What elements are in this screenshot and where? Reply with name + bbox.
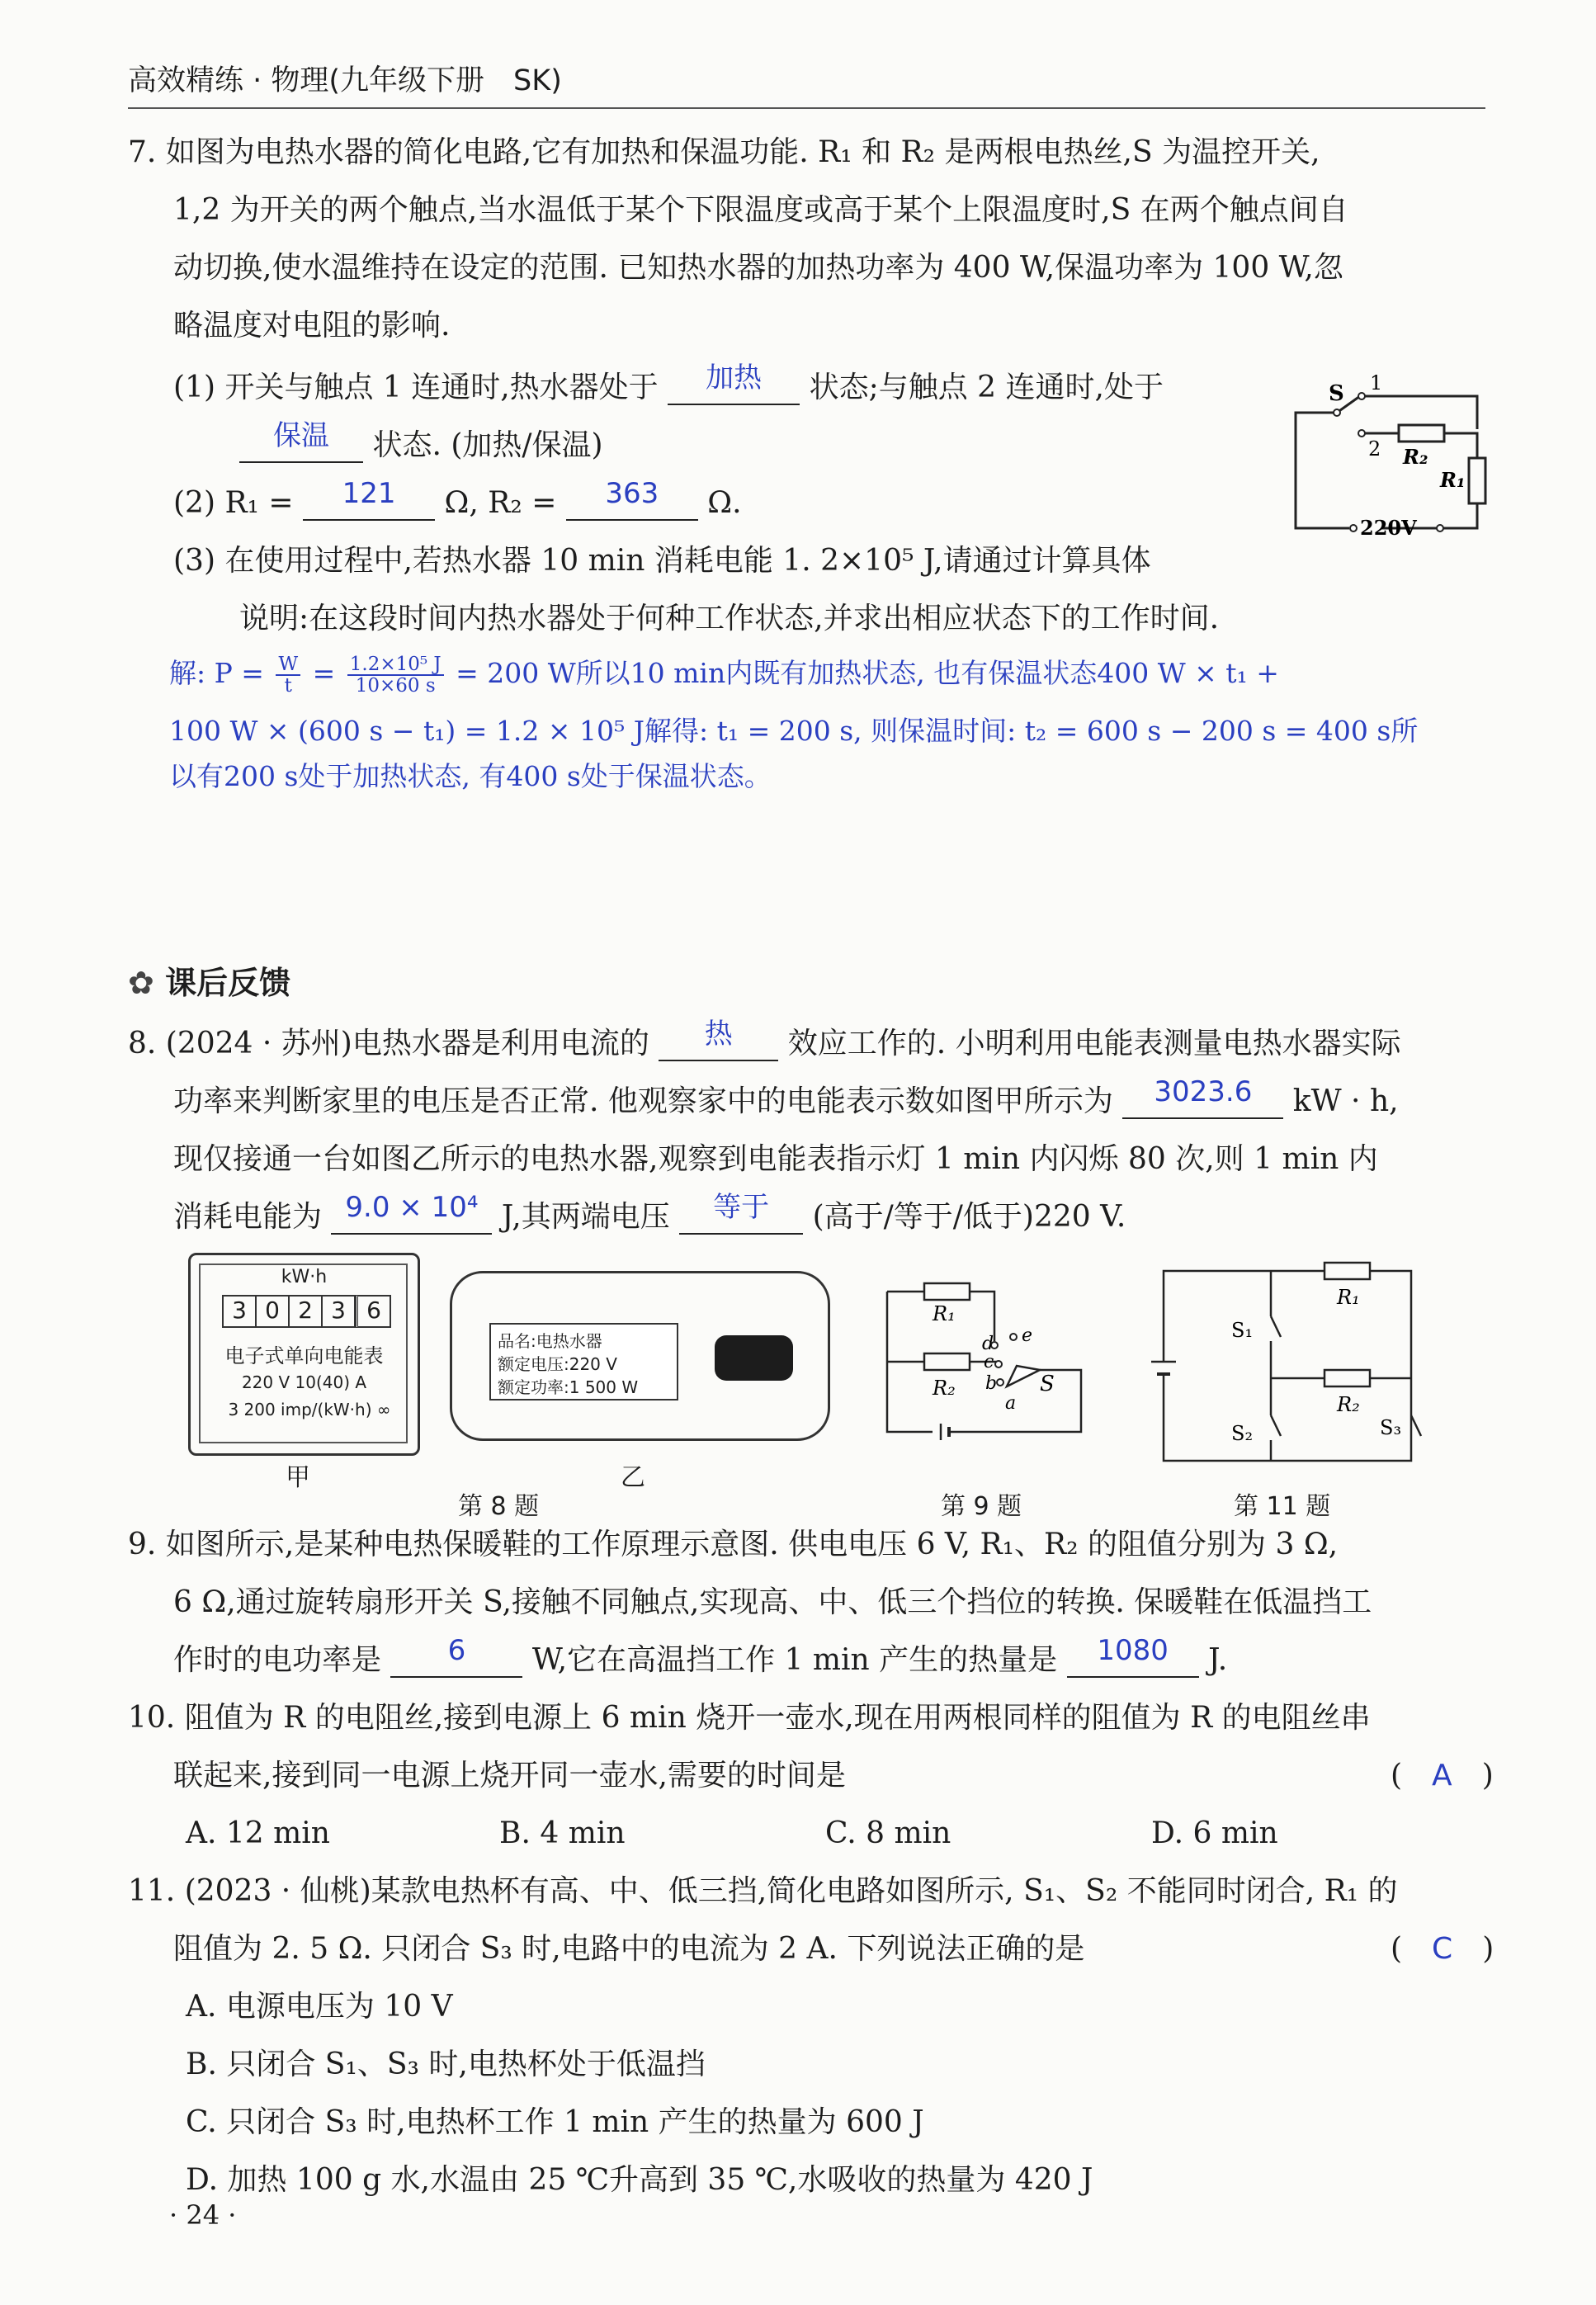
section-heading [128, 957, 290, 1003]
q7-wire-mid [1444, 433, 1477, 458]
q7-contact-2 [1358, 430, 1365, 437]
q8-line-3: 现仅接通一台如图乙所示的电热水器,观察到电能表指示灯 1 min 内闪烁 80 次,则 1 min 内 [173, 1142, 1378, 1176]
q7-switch-pivot [1334, 409, 1340, 416]
q7-part3-line-1: (3) 在使用过程中,若热水器 10 min 消耗电能 1. 2×10⁵ J,请通过计算具体 [173, 544, 1151, 578]
q8-heater-line-1: 品名:电热水器 [498, 1331, 602, 1351]
q7-part1-text-c: 状态. (加热/保温) [372, 428, 603, 462]
q7-answer-2-text: 保温 [273, 419, 329, 452]
q7-solution-line-2: 100 W × (600 s − t₁) = 1.2 × 10⁵ J解得: t₁ = 200 s, 则保温时间: t₂ = 600 s − 200 s = 400 s所 [169, 715, 1419, 747]
q7-wire-left [1296, 413, 1337, 503]
q7-solution-text-a: 解: P = [169, 657, 264, 689]
q11-line-1: 11. (2023 · 仙桃)某款电热杯有高、中、低三挡,简化电路如图所示, S₁、S₂ 不能同时闭合, R₁ 的 [128, 1874, 1398, 1908]
q11-switch-s2 [1271, 1415, 1281, 1436]
q11-answer: C [1432, 1932, 1453, 1966]
q11-option-a: A. 电源电压为 10 V [186, 1990, 453, 2024]
q7-frac2-den: 10×60 s [355, 675, 436, 697]
q7-label-voltage: 220V [1360, 516, 1417, 540]
q11-switch-s1 [1271, 1316, 1281, 1337]
q7-label-1: 1 [1370, 371, 1383, 394]
section-title: 课后反馈 [165, 965, 291, 1001]
q7-solution-text-b: = 200 W所以10 min内既有加热状态, 也有保温状态400 W × t₁ + [456, 657, 1279, 689]
q8-answer-4-text: 等于 [713, 1191, 770, 1224]
q11-resistor-r1 [1324, 1263, 1370, 1279]
q7-fraction-w-t [276, 654, 300, 696]
q9-circuit-diagram [875, 1275, 1106, 1448]
tree-icon: ✿ [128, 965, 154, 1001]
q8-caption-jia: 甲 [286, 1463, 310, 1492]
q7-label-r1: R₁ [1440, 468, 1466, 492]
q8-meter-name: 电子式单向电能表 [224, 1344, 384, 1367]
q10-option-b: B. 4 min [499, 1816, 626, 1850]
q9-answer-2-text: 1080 [1097, 1634, 1169, 1667]
q10-line-1: 10. 阻值为 R 的电阻丝,接到电源上 6 min 烧开一壶水,现在用两根同样的阻值为 R 的电阻丝串 [128, 1701, 1371, 1735]
q7-part1-line-2 [239, 419, 603, 465]
q11-label-s3: S₃ [1380, 1416, 1402, 1439]
q8-text-4b: J,其两端电压 [501, 1200, 670, 1234]
q10-option-a: A. 12 min [186, 1816, 330, 1850]
q9-label-b: b [985, 1373, 998, 1394]
q9-resistor-r2 [924, 1353, 970, 1370]
q7-label-r2: R₂ [1403, 445, 1428, 469]
q7-line-3: 动切换,使水温维持在设定的范围. 已知热水器的加热功率为 400 W,保温功率为 100 W,忽 [173, 251, 1343, 285]
q9-label-d: d [982, 1334, 994, 1354]
q8-answer-3 [331, 1191, 492, 1235]
q11-wire-outer [1164, 1271, 1411, 1461]
q9-contact-b [997, 1379, 1003, 1386]
q8-caption-yi: 乙 [621, 1463, 645, 1492]
q7-resistor-r2 [1399, 425, 1444, 442]
q8-answer-1-text: 热 [704, 1018, 733, 1051]
q9-text-3b: W,它在高温挡工作 1 min 产生的热量是 [531, 1643, 1058, 1677]
q7-answer-3-text: 121 [342, 477, 396, 510]
q7-terminal-left [1350, 525, 1357, 531]
q7-resistor-r1 [1469, 458, 1485, 503]
q8-answer-3-text: 9.0 × 10⁴ [345, 1191, 479, 1224]
q10-option-c: C. 8 min [825, 1816, 951, 1850]
q10-answer: A [1432, 1759, 1452, 1793]
q7-label-s: S [1329, 381, 1344, 406]
q11-option-c: C. 只闭合 S₃ 时,电热杯工作 1 min 产生的热量为 600 J [186, 2105, 924, 2139]
q9-resistor-r1 [924, 1283, 970, 1300]
page-number: · 24 · [169, 2199, 237, 2231]
q8-line-1 [128, 1018, 1401, 1063]
q8-meter-spec-2-text: 3 200 imp/(kW·h) [228, 1400, 372, 1419]
q8-heater-line-2: 额定电压:220 V [498, 1354, 617, 1374]
q11-option-d: D. 加热 100 g 水,水温由 25 ℃升高到 35 ℃,水吸收的热量为 420 J [186, 2163, 1093, 2197]
q7-wire-bottom-left [1296, 503, 1349, 528]
q7-answer-1-text: 加热 [706, 361, 763, 394]
q8-heater-display [715, 1335, 793, 1381]
q8-answer-2-text: 3023.6 [1154, 1075, 1253, 1108]
q9-contact-c [995, 1361, 1002, 1367]
q7-frac1-den: t [284, 675, 292, 697]
q11-caption: 第 11 题 [1234, 1492, 1331, 1521]
q7-part2-text-a: (2) R₁ = [173, 486, 294, 520]
q9-label-r1: R₁ [933, 1302, 956, 1325]
q9-line-2: 6 Ω,通过旋转扇形开关 S,接触不同触点,实现高、中、低三个挡位的转换. 保暖鞋在低温挡工 [173, 1585, 1372, 1619]
q7-part1-line [173, 361, 1164, 407]
q7-part1-text-a: (1) 开关与触点 1 连通时,热水器处于 [173, 371, 659, 404]
q8-answer-4 [679, 1191, 803, 1235]
q8-line-2 [173, 1075, 1399, 1121]
q7-contact-1 [1358, 393, 1365, 399]
q9-label-a: a [1005, 1393, 1017, 1414]
q8-text-4c: (高于/等于/低于)220 V. [812, 1200, 1126, 1234]
q11-label-s2: S₂ [1231, 1422, 1254, 1445]
q7-part2-text-b: Ω, R₂ = [444, 486, 557, 520]
q9-text-3c: J. [1208, 1643, 1228, 1677]
q9-label-e: e [1022, 1325, 1033, 1346]
q11-circuit-diagram [1131, 1254, 1428, 1481]
q8-meter-digit: 6 [356, 1295, 391, 1328]
q7-terminal-right [1437, 525, 1443, 531]
q8-line-4 [173, 1191, 1126, 1236]
q8-meter-digit: 3 [222, 1295, 257, 1328]
q11-switch-s3 [1411, 1415, 1421, 1436]
q8-text-4a: 消耗电能为 [173, 1200, 323, 1234]
q7-solution-line-3: 以有200 s处于加热状态, 有400 s处于保温状态。 [169, 760, 772, 792]
q7-answer-1 [668, 361, 800, 405]
q7-line-1: 7. 如图为电热水器的简化电路,它有加热和保温功能. R₁ 和 R₂ 是两根电热丝,S 为温控开关, [128, 135, 1320, 169]
q7-part1-text-b: 状态;与触点 2 连通时,处于 [809, 371, 1164, 404]
q8-meter-spec-1: 220 V 10(40) A [241, 1372, 367, 1392]
q11-label-r2: R₂ [1337, 1393, 1360, 1416]
q9-contact-e [1010, 1334, 1017, 1340]
q7-line-2: 1,2 为开关的两个触点,当水温低于某个下限温度或高于某个上限温度时,S 在两个触点间自 [173, 193, 1348, 227]
q8-heater-label [489, 1323, 678, 1400]
q9-fan-switch [1007, 1366, 1040, 1386]
q7-part3-line-2: 说明:在这段时间内热水器处于何种工作状态,并求出相应状态下的工作时间. [239, 602, 1220, 635]
q9-label-s: S [1040, 1372, 1055, 1396]
q11-line-2: 阻值为 2. 5 Ω. 只闭合 S₃ 时,电路中的电流为 2 A. 下列说法正确的是 [173, 1932, 1085, 1966]
q10-answer-bracket: ( A ) [1391, 1759, 1494, 1793]
q9-line-3 [173, 1634, 1228, 1679]
q9-label-r2: R₂ [933, 1377, 956, 1400]
page-header: 高效精练 · 物理(九年级下册 SK) [128, 64, 562, 97]
q9-answer-1 [390, 1634, 522, 1678]
q8-meter-digit: 0 [257, 1295, 290, 1328]
q9-answer-2 [1067, 1634, 1199, 1678]
q9-line-1: 9. 如图所示,是某种电热保暖鞋的工作原理示意图. 供电电压 6 V, R₁、R₂ 的阻值分别为 3 Ω, [128, 1528, 1339, 1561]
q8-meter-digit: 3 [323, 1295, 356, 1328]
q11-answer-bracket: ( C ) [1391, 1932, 1494, 1966]
q8-meter-unit: kW·h [281, 1267, 328, 1287]
q7-part2-line [173, 477, 742, 522]
q7-answer-2 [239, 419, 363, 463]
q8-meter-digit: 2 [290, 1295, 323, 1328]
q7-answer-4 [566, 477, 698, 521]
q8-water-heater [450, 1271, 830, 1441]
q8-answer-2 [1122, 1075, 1283, 1119]
q11-wire-top-left [1164, 1271, 1324, 1362]
q7-line-4: 略温度对电阻的影响. [173, 309, 451, 342]
q7-solution-line-1 [169, 652, 1279, 696]
q11-option-b: B. 只闭合 S₁、S₃ 时,电热杯处于低温挡 [186, 2048, 706, 2081]
q7-answer-4-text: 363 [605, 477, 659, 510]
q9-label-c: c [984, 1352, 994, 1372]
infinity-icon: ∞ [376, 1400, 391, 1419]
q10-option-d: D. 6 min [1151, 1816, 1278, 1850]
q8-caption: 第 8 题 [458, 1492, 540, 1521]
q7-label-2: 2 [1368, 437, 1381, 461]
q11-label-r1: R₁ [1337, 1286, 1360, 1309]
q11-label-s1: S₁ [1231, 1319, 1254, 1342]
q7-fraction-values [347, 654, 444, 696]
q8-text-2b: kW · h, [1292, 1084, 1399, 1118]
q10-line-2: 联起来,接到同一电源上烧开同一壶水,需要的时间是 [173, 1759, 846, 1793]
q8-meter-digits [222, 1295, 391, 1328]
q8-text-2a: 功率来判断家里的电压是否正常. 他观察家中的电能表示数如图甲所示为 [173, 1084, 1113, 1118]
q9-answer-1-text: 6 [447, 1634, 466, 1667]
q9-caption: 第 9 题 [941, 1492, 1022, 1521]
q8-meter-spec-2 [202, 1400, 417, 1419]
q9-text-3a: 作时的电功率是 [173, 1643, 382, 1677]
q7-frac2-num: 1.2×10⁵ J [347, 654, 444, 676]
q7-answer-3 [303, 477, 435, 521]
q7-equals: = [312, 657, 336, 689]
q11-resistor-r2 [1324, 1370, 1370, 1386]
q7-part2-text-c: Ω. [707, 486, 742, 520]
q8-text-1b: 效应工作的. 小明利用电能表测量电热水器实际 [787, 1027, 1401, 1060]
q8-energy-meter [188, 1253, 420, 1456]
q8-text-1a: 8. (2024 · 苏州)电热水器是利用电流的 [128, 1027, 649, 1060]
header-rule [128, 107, 1485, 109]
q8-heater-line-3: 额定功率:1 500 W [498, 1377, 639, 1397]
q7-circuit-diagram [1271, 363, 1494, 561]
q8-answer-1 [659, 1018, 778, 1061]
q7-frac1-num: W [276, 654, 300, 676]
